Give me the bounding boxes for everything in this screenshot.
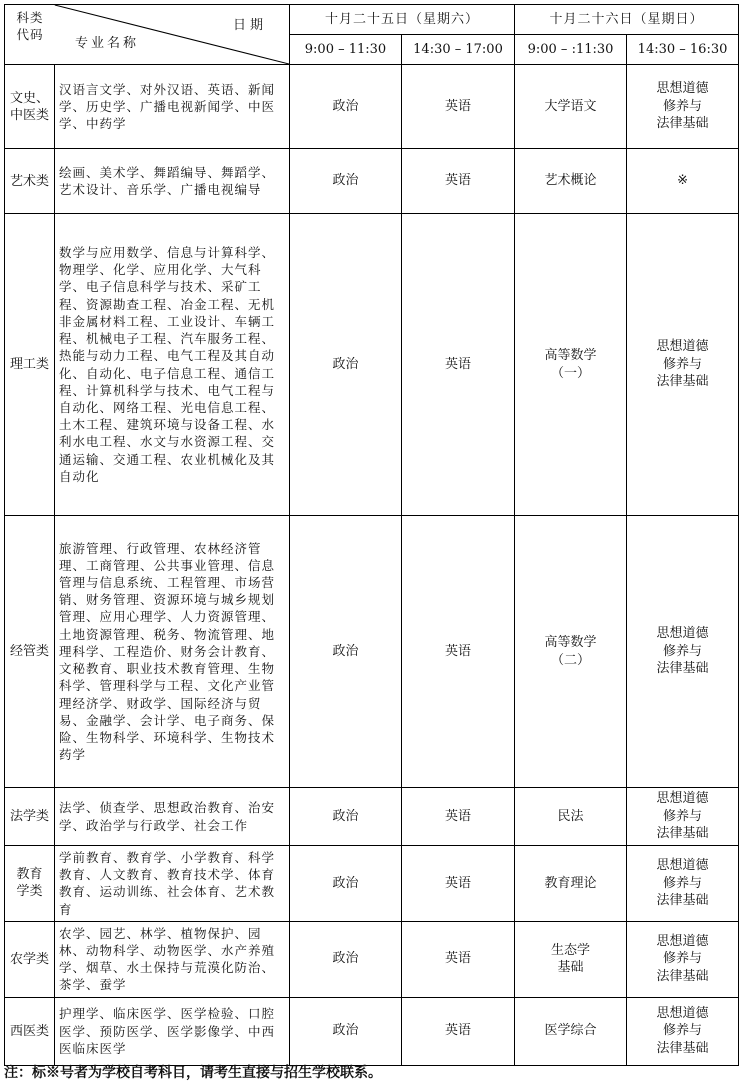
subject-cell-3: 教育理论 xyxy=(515,846,627,922)
subject-cell-1: 政治 xyxy=(290,65,402,149)
category-cell: 西医类 xyxy=(5,997,55,1065)
subject-cell-3: 大学语文 xyxy=(515,65,627,149)
subject-cell-3: 高等数学 （一） xyxy=(515,214,627,516)
subject-cell-3: 艺术概论 xyxy=(515,149,627,214)
subject-cell-2: 英语 xyxy=(402,149,515,214)
table-row xyxy=(5,997,739,1065)
subject-cell-2: 英语 xyxy=(402,997,515,1065)
subject-cell-3: 医学综合 xyxy=(515,997,627,1065)
subject-cell-1: 政治 xyxy=(290,788,402,846)
subject-cell-3: 高等数学 （二） xyxy=(515,516,627,788)
majors-cell: 汉语言文学、对外汉语、英语、新闻学、历史学、广播电视新闻学、中医学、中药学 xyxy=(55,65,290,149)
subject-cell-2: 英语 xyxy=(402,846,515,922)
subject-cell-3: 生态学 基础 xyxy=(515,921,627,997)
category-code-label: 科类 代码 xyxy=(16,10,44,42)
subject-cell-4: 思想道德 修养与 法律基础 xyxy=(627,214,739,516)
subject-cell-4: 思想道德 修养与 法律基础 xyxy=(627,516,739,788)
date-label: 日期 xyxy=(232,18,267,33)
subject-cell-2: 英语 xyxy=(402,65,515,149)
day1-header: 十月二十五日（星期六） xyxy=(290,5,515,35)
majors-cell: 农学、园艺、林学、植物保护、园林、动物科学、动物医学、水产养殖学、烟草、水土保持与荒漠化防治、茶学、蚕学 xyxy=(55,921,290,997)
time-slot-3: 9:00 – :11:30 xyxy=(515,35,627,65)
table-row xyxy=(5,149,739,214)
subject-cell-1: 政治 xyxy=(290,516,402,788)
time-slot-2: 14:30 – 17:00 xyxy=(402,35,515,65)
day2-header: 十月二十六日（星期日） xyxy=(515,5,739,35)
subject-cell-1: 政治 xyxy=(290,846,402,922)
header-row-dates xyxy=(5,5,739,35)
schedule-rows xyxy=(5,65,739,1066)
table-row xyxy=(5,921,739,997)
majors-cell: 护理学、临床医学、医学检验、口腔医学、预防医学、医学影像学、中西医临床医学 xyxy=(55,997,290,1065)
subject-cell-4: 思想道德 修养与 法律基础 xyxy=(627,921,739,997)
subject-cell-4: 思想道德 修养与 法律基础 xyxy=(627,997,739,1065)
subject-cell-2: 英语 xyxy=(402,516,515,788)
subject-cell-1: 政治 xyxy=(290,214,402,516)
subject-cell-1: 政治 xyxy=(290,921,402,997)
exam-schedule-table xyxy=(4,4,739,1066)
table-row xyxy=(5,516,739,788)
category-cell: 农学类 xyxy=(5,921,55,997)
diagonal-header-cell xyxy=(5,5,290,65)
time-slot-4: 14:30 – 16:30 xyxy=(627,35,739,65)
majors-cell: 旅游管理、行政管理、农林经济管理、工商管理、公共事业管理、信息管理与信息系统、工程管理、市场营销、财务管理、资源环境与城乡规划管理、应用心理学、人力资源管理、土地资源管理、税务、物流管理、地理科学、工程造价、财务会计教育、文秘教育、职业技术教育管理、生物科学、管理科学与工程、文化产业管理经济学、财政学、国际经济与贸易、金融学、会计学、电子商务、保险、生物科学、环境科学、生物技术药学 xyxy=(55,516,290,788)
category-cell: 法学类 xyxy=(5,788,55,846)
subject-cell-2: 英语 xyxy=(402,921,515,997)
subject-cell-4: ※ xyxy=(627,149,739,214)
subject-cell-4: 思想道德 修养与 法律基础 xyxy=(627,788,739,846)
majors-cell: 数学与应用数学、信息与计算科学、物理学、化学、应用化学、大气科学、电子信息科学与技术、采矿工程、资源勘查工程、冶金工程、无机非金属材料工程、工业设计、车辆工程、机械电子工程、汽车服务工程、热能与动力工程、电气工程及其自动化、自动化、电子信息工程、通信工程、计算机科学与技术、电气工程与自动化、网络工程、光电信息工程、土木工程、建筑环境与设备工程、水利水电工程、水文与水资源工程、交通运输、交通工程、农业机械化及其自动化 xyxy=(55,214,290,516)
majors-cell: 法学、侦查学、思想政治教育、治安学、政治学与行政学、社会工作 xyxy=(55,788,290,846)
majors-cell: 绘画、美术学、舞蹈编导、舞蹈学、艺术设计、音乐学、广播电视编导 xyxy=(55,149,290,214)
subject-cell-3: 民法 xyxy=(515,788,627,846)
category-cell: 文史、 中医类 xyxy=(5,65,55,149)
subject-cell-1: 政治 xyxy=(290,997,402,1065)
table-row xyxy=(5,846,739,922)
subject-cell-4: 思想道德 修养与 法律基础 xyxy=(627,65,739,149)
category-cell: 教育 学类 xyxy=(5,846,55,922)
subject-cell-2: 英语 xyxy=(402,788,515,846)
table-row xyxy=(5,214,739,516)
subject-cell-4: 思想道德 修养与 法律基础 xyxy=(627,846,739,922)
table-row xyxy=(5,65,739,149)
subject-cell-1: 政治 xyxy=(290,149,402,214)
category-cell: 经管类 xyxy=(5,516,55,788)
time-slot-1: 9:00 – 11:30 xyxy=(290,35,402,65)
subject-cell-2: 英语 xyxy=(402,214,515,516)
footnote: 注：标※号者为学校自考科目，请考生直接与招生学校联系。 xyxy=(4,1065,382,1081)
major-name-label: 专业名称 xyxy=(75,36,140,51)
category-cell: 艺术类 xyxy=(5,149,55,214)
category-cell: 理工类 xyxy=(5,214,55,516)
table-row xyxy=(5,788,739,846)
majors-cell: 学前教育、教育学、小学教育、科学教育、人文教育、教育技术学、体育教育、运动训练、社会体育、艺术教育 xyxy=(55,846,290,922)
